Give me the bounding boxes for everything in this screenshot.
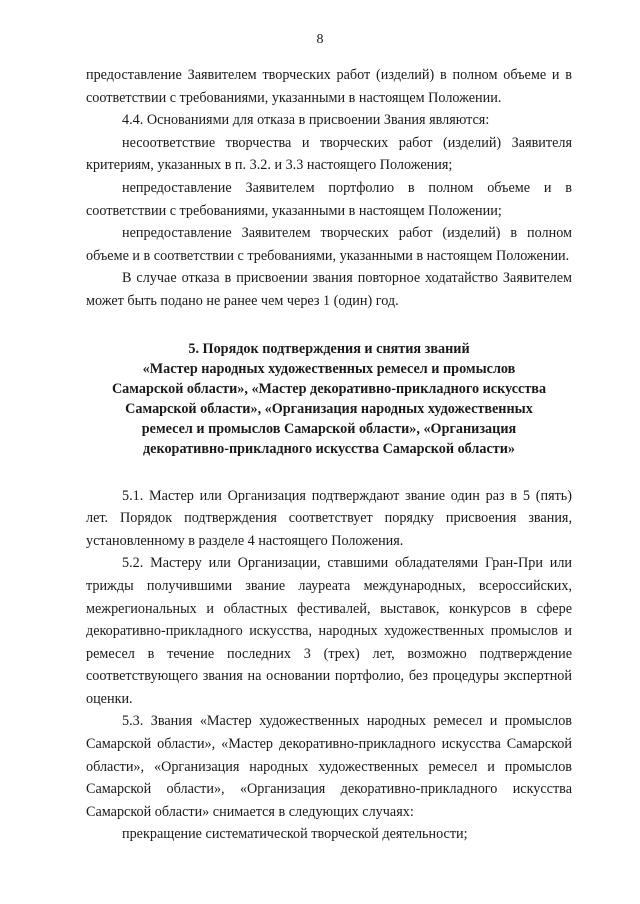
paragraph: 5.1. Мастер или Организация подтверждают звание один раз в 5 (пять) лет. Порядок подтверждения соответствует порядку присвоения звания, установленному в разделе 4 настоящего Положения. — [86, 487, 572, 549]
paragraph: предоставление Заявителем творческих работ (изделий) в полном объеме и в соответствии с требованиями, указанными в настоящем Положении. — [86, 67, 572, 106]
paragraph: прекращение систематической творческой деятельности; — [122, 826, 468, 843]
section-5-body — [86, 485, 572, 847]
paragraph: несоответствие творчества и творческих работ (изделий) Заявителя критериям, указанных в п. 3.2. и 3.3 настоящего Положения; — [86, 134, 572, 174]
heading-line: 5. Порядок подтверждения и снятия званий — [188, 340, 470, 357]
heading-line: «Мастер народных художественных ремесел и промыслов — [142, 360, 516, 377]
paragraph: 5.2. Мастеру или Организации, ставшими обладателями Гран-При или трижды получившими звание лауреата международных, всероссийских, межрегиональных и областных фестивалей, выставок, конкурсов в сфере декоративно-прикладного искусства, народных художественных промыслов и ремесел в течение последних 3 (трех) лет, возможно подтверждение соответствующего звания на основании портфолио, без процедуры экспертной оценки. — [86, 555, 572, 707]
paragraph: непредоставление Заявителем портфолио в полном объеме и в соответствии с требованиями, указанными в настоящем Положении; — [86, 179, 572, 219]
document-body — [86, 64, 572, 846]
paragraph: В случае отказа в присвоении звания повторное ходатайство Заявителем может быть подано не ранее чем через 1 (один) год. — [86, 270, 572, 309]
section-5-heading — [86, 339, 572, 459]
heading-line: ремесел и промыслов Самарской области», «Организация — [141, 420, 517, 437]
section-4-continuation — [86, 64, 572, 313]
heading-line: декоративно-прикладного искусства Самарской области» — [143, 440, 515, 457]
page-number: 8 — [316, 32, 324, 47]
heading-line: Самарской области», «Организация народных художественных — [125, 400, 533, 417]
paragraph: 5.3. Звания «Мастер художественных народных ремесел и промыслов Самарской области», «Мастер декоративно-прикладного искусства Самарской области», «Организация народных художественных ремесел и промыслов Самарской области», «Организация декоративно-прикладного искусства Самарской области» снимается в следующих случаях: — [86, 713, 572, 820]
paragraph: 4.4. Основаниями для отказа в присвоении Звания являются: — [122, 112, 490, 129]
heading-line: Самарской области», «Мастер декоративно-прикладного искусства — [111, 380, 547, 397]
paragraph: непредоставление Заявителем творческих работ (изделий) в полном объеме и в соответствии с требованиями, указанными в настоящем Положении. — [86, 225, 572, 264]
